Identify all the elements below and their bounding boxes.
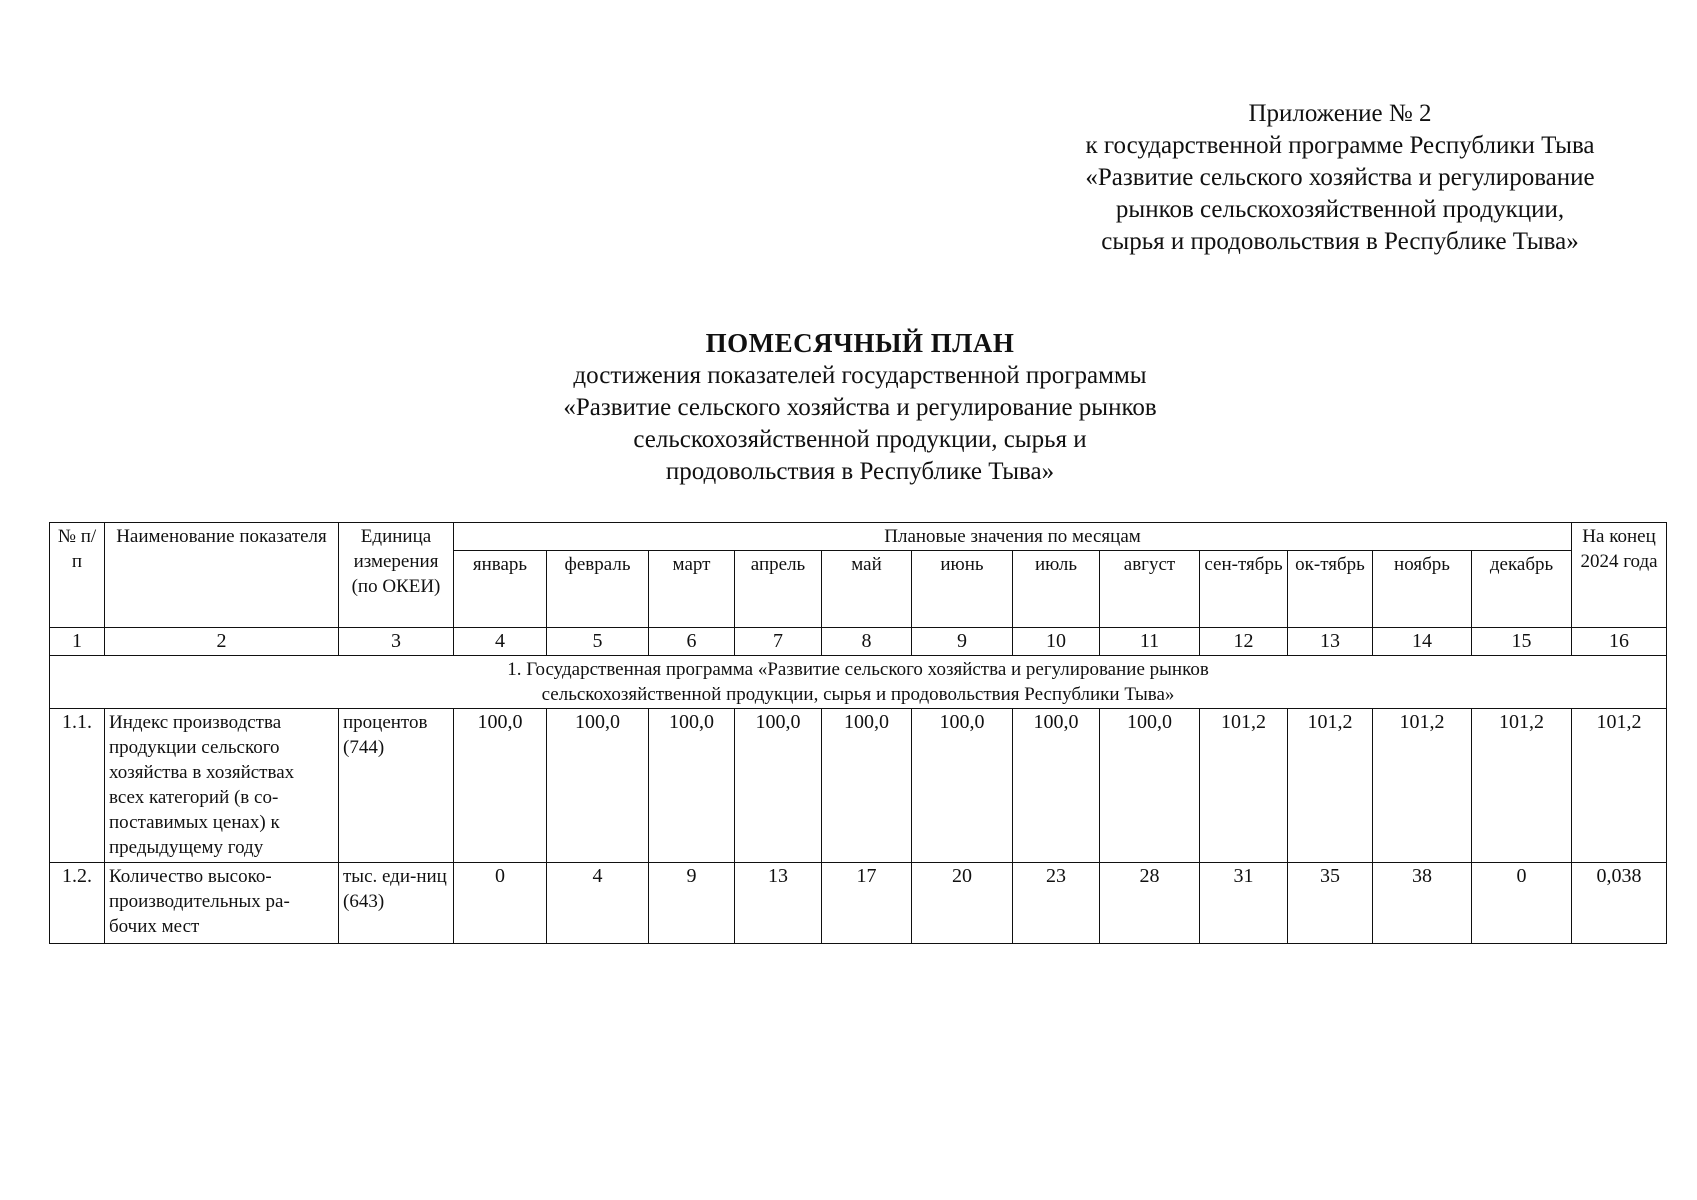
- month-value: 23: [1013, 863, 1100, 944]
- indicator-name: Количество высоко-производительных ра-бочих мест: [105, 863, 339, 944]
- month-value: 17: [822, 863, 912, 944]
- column-number: 6: [649, 628, 735, 656]
- column-number: 10: [1013, 628, 1100, 656]
- annex-line: сырья и продовольствия в Республике Тыва»: [1101, 228, 1579, 255]
- month-value: 101,2: [1288, 709, 1373, 863]
- month-value: 4: [547, 863, 649, 944]
- header-unit: Единица измерения (по ОКЕИ): [339, 523, 454, 628]
- document-title: [420, 326, 1300, 488]
- annex-line: «Развитие сельского хозяйства и регулирование: [1085, 164, 1595, 191]
- month-value: 101,2: [1200, 709, 1288, 863]
- indicator-name: Индекс производства продукции сельского хозяйства в хозяйствах всех категорий (в со-поставимых ценах) к предыдущему году: [105, 709, 339, 863]
- indicator-unit: тыс. еди-ниц (643): [339, 863, 454, 944]
- month-value: 20: [912, 863, 1013, 944]
- month-value: 38: [1373, 863, 1472, 944]
- indicator-unit: процентов (744): [339, 709, 454, 863]
- month-value: 101,2: [1373, 709, 1472, 863]
- month-header: март: [649, 551, 735, 628]
- month-value: 13: [735, 863, 822, 944]
- column-number: 16: [1572, 628, 1667, 656]
- column-number-row: [50, 628, 1667, 656]
- column-number: 7: [735, 628, 822, 656]
- month-header: февраль: [547, 551, 649, 628]
- column-number: 14: [1373, 628, 1472, 656]
- month-value: 100,0: [649, 709, 735, 863]
- end-of-year-value: 0,038: [1572, 863, 1667, 944]
- month-header: декабрь: [1472, 551, 1572, 628]
- annex-line: рынков сельскохозяйственной продукции,: [1115, 196, 1565, 223]
- section-row: [50, 656, 1667, 709]
- title-sub-line: сельскохозяйственной продукции, сырья и: [633, 426, 1087, 453]
- month-value: 100,0: [1013, 709, 1100, 863]
- annex-line: Приложение № 2: [1248, 100, 1432, 127]
- row-number: 1.1.: [50, 709, 105, 863]
- header-planned-values: Плановые значения по месяцам: [454, 523, 1572, 551]
- month-value: 101,2: [1472, 709, 1572, 863]
- month-header: ок-тябрь: [1288, 551, 1373, 628]
- plan-table: [49, 522, 1667, 944]
- table-row: [50, 709, 1667, 863]
- month-value: 35: [1288, 863, 1373, 944]
- row-number: 1.2.: [50, 863, 105, 944]
- month-value: 0: [1472, 863, 1572, 944]
- month-header: август: [1100, 551, 1200, 628]
- month-value: 100,0: [822, 709, 912, 863]
- column-number: 4: [454, 628, 547, 656]
- title-sub-line: достижения показателей государственной программы: [573, 362, 1147, 389]
- table-row: [50, 863, 1667, 944]
- month-value: 9: [649, 863, 735, 944]
- column-number: 8: [822, 628, 912, 656]
- column-number: 9: [912, 628, 1013, 656]
- month-header: сен-тябрь: [1200, 551, 1288, 628]
- month-header: май: [822, 551, 912, 628]
- section-title: 1. Государственная программа «Развитие сельского хозяйства и регулирование рынков сельскохозяйственной продукции, сырья и продовольствия Республики Тыва»: [50, 656, 1667, 709]
- column-number: 11: [1100, 628, 1200, 656]
- column-number: 1: [50, 628, 105, 656]
- column-number: 2: [105, 628, 339, 656]
- column-number: 12: [1200, 628, 1288, 656]
- header-end-of-year: На конец 2024 года: [1572, 523, 1667, 628]
- annex-line: к государственной программе Республики Тыва: [1085, 132, 1595, 159]
- column-number: 15: [1472, 628, 1572, 656]
- title-sub-line: продовольствия в Республике Тыва»: [665, 458, 1055, 485]
- month-header: ноябрь: [1373, 551, 1472, 628]
- month-value: 0: [454, 863, 547, 944]
- month-header: январь: [454, 551, 547, 628]
- month-header: апрель: [735, 551, 822, 628]
- title-main: ПОМЕСЯЧНЫЙ ПЛАН: [705, 328, 1015, 358]
- column-number: 5: [547, 628, 649, 656]
- column-number: 3: [339, 628, 454, 656]
- month-value: 31: [1200, 863, 1288, 944]
- month-header: июль: [1013, 551, 1100, 628]
- annex-header: [1000, 98, 1680, 258]
- title-sub-line: «Развитие сельского хозяйства и регулирование рынков: [563, 394, 1157, 421]
- month-value: 100,0: [454, 709, 547, 863]
- month-value: 100,0: [1100, 709, 1200, 863]
- month-value: 28: [1100, 863, 1200, 944]
- month-value: 100,0: [735, 709, 822, 863]
- month-value: 100,0: [547, 709, 649, 863]
- month-header: июнь: [912, 551, 1013, 628]
- header-name: Наименование показателя: [105, 523, 339, 628]
- header-row: [50, 523, 1667, 551]
- header-num: № п/п: [50, 523, 105, 628]
- column-number: 13: [1288, 628, 1373, 656]
- month-value: 100,0: [912, 709, 1013, 863]
- end-of-year-value: 101,2: [1572, 709, 1667, 863]
